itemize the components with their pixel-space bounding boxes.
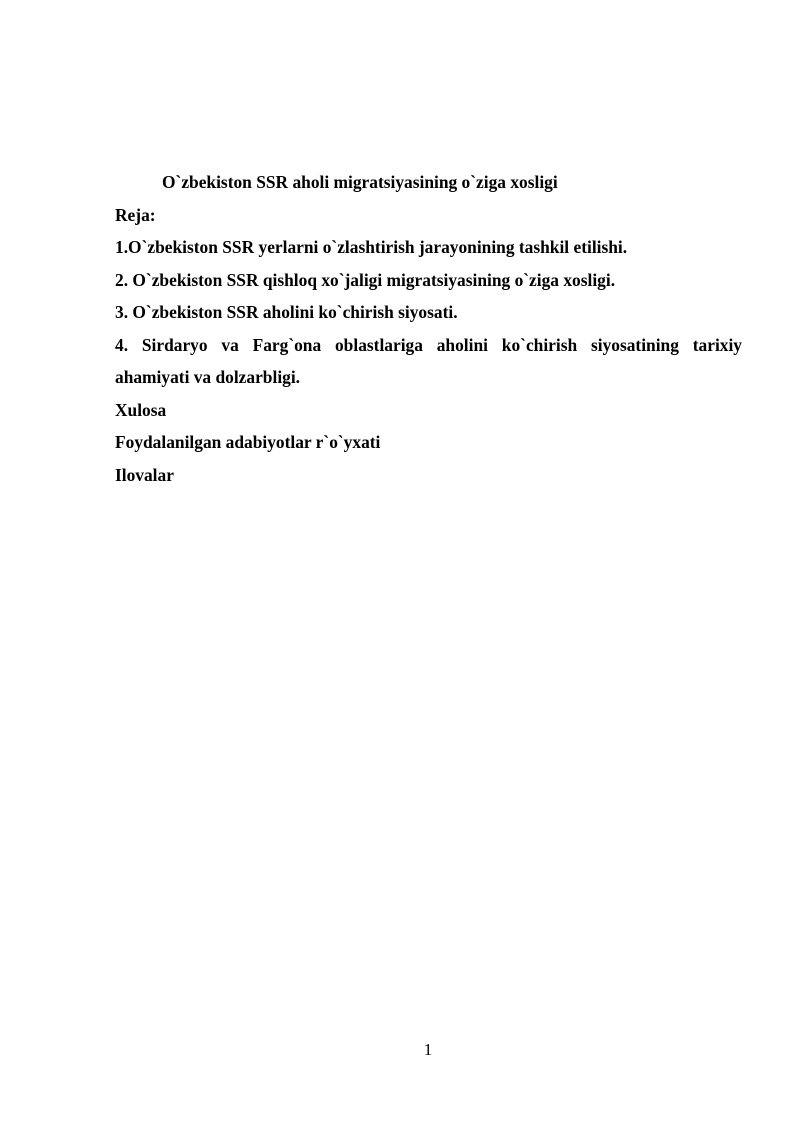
plan-item-2: 2. O`zbekiston SSR qishloq xo`jaligi migratsiyasining o`ziga xosligi. [115,269,616,290]
page-number: 1 [423,1040,433,1059]
plan-heading: Reja: [115,204,156,225]
conclusion-heading: Xulosa [115,399,167,420]
page-content [115,166,742,491]
plan-item-4: 4. Sirdaryo va Farg`ona oblastlariga aholini ko`chirish siyosatining tarixiy ahamiyati va dolzarbligi. [115,334,742,387]
plan-item-3: 3. O`zbekiston SSR aholini ko`chirish siyosati. [115,302,458,322]
references-heading: Foydalanilgan adabiyotlar r`o`yxati [115,432,381,452]
document-title: O`zbekiston SSR aholi migratsiyasining o`ziga xosligi [162,172,558,192]
plan-item-1: 1.O`zbekiston SSR yerlarni o`zlashtirish jarayonining tashkil etilishi. [115,237,628,257]
appendices-heading: Ilovalar [115,464,174,485]
